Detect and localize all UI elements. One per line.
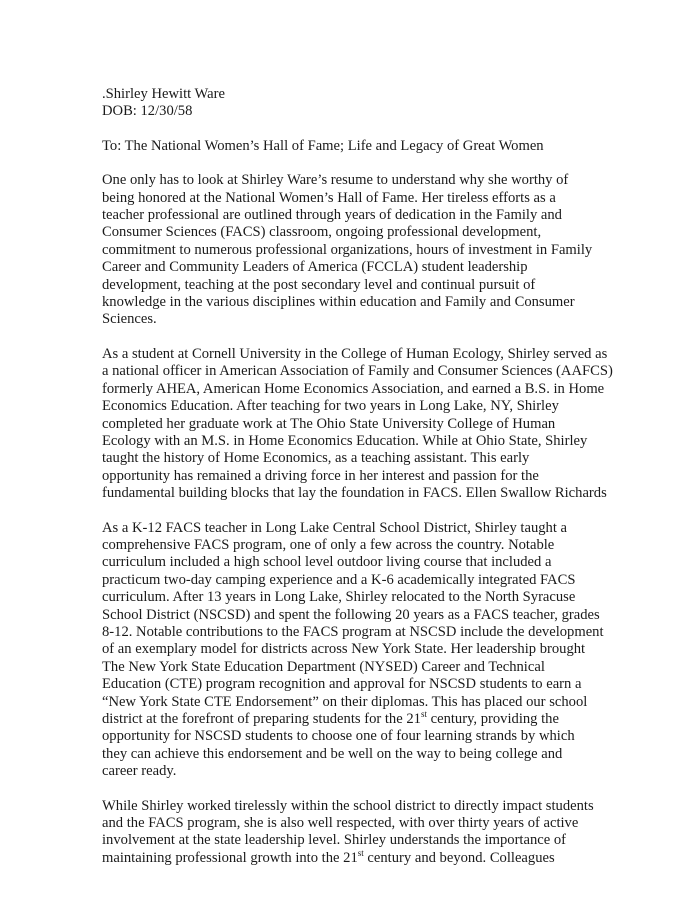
- text-segment: district at the forefront of preparing students for the 21: [102, 711, 421, 727]
- text-line: Education (CTE) program recognition and approval for NSCSD students to earn a: [102, 676, 582, 693]
- text-line: “New York State CTE Endorsement” on their diplomas. This has placed our school: [102, 693, 588, 710]
- text-line: As a K-12 FACS teacher in Long Lake Central School District, Shirley taught a: [102, 519, 568, 536]
- paragraph-education: [102, 345, 613, 503]
- text-line: The New York State Education Department (NYSED) Career and Technical: [102, 658, 545, 675]
- ordinal-suffix: st: [420, 709, 427, 720]
- text-line: career ready.: [102, 763, 177, 780]
- nominee-dob: DOB: 12/30/58: [102, 103, 193, 120]
- text-line: formerly AHEA, American Home Economics Association, and earned a B.S. in Home: [102, 380, 605, 397]
- paragraph-leadership: [102, 798, 602, 868]
- text-line: 8-12. Notable contributions to the FACS program at NSCSD include the development: [102, 623, 604, 640]
- text-line: of an exemplary model for districts across New York State. Her leadership brought: [102, 641, 586, 658]
- letter-header: [102, 86, 602, 121]
- text-line: opportunity for NSCSD students to choose one of four learning strands by which: [102, 728, 575, 745]
- text-line: teacher professional are outlined through years of dedication in the Family and: [102, 207, 562, 224]
- text-line: School District (NSCSD) and spent the following 20 years as a FACS teacher, grades: [102, 606, 600, 623]
- text-line: practicum two-day camping experience and a K-6 academically integrated FACS: [102, 571, 576, 588]
- text-line-superscript: [102, 711, 602, 728]
- nominee-name: .Shirley Hewitt Ware: [102, 86, 225, 102]
- text-line-superscript: [102, 847, 602, 867]
- text-line: being honored at the National Women’s Hall of Fame. Her tireless efforts as a: [102, 189, 556, 206]
- recipient-line: [102, 138, 602, 155]
- text-line: comprehensive FACS program, one of only a few across the country. Notable: [102, 536, 555, 553]
- letter-content: [102, 86, 613, 884]
- text-line: they can achieve this endorsement and be well on the way to being college and: [102, 745, 563, 762]
- text-segment: century and beyond. Colleagues: [363, 849, 555, 866]
- paragraph-teaching: [102, 520, 602, 781]
- text-line: taught the history of Home Economics, as a teaching assistant. This early: [102, 450, 530, 467]
- text-line: Ecology with an M.S. in Home Economics Education. While at Ohio State, Shirley: [102, 432, 588, 449]
- ordinal-suffix: st: [357, 847, 364, 858]
- text-line: Career and Community Leaders of America (FCCLA) student leadership: [102, 259, 528, 276]
- text-line: As a student at Cornell University in the College of Human Ecology, Shirley served as: [102, 345, 608, 362]
- text-line: One only has to look at Shirley Ware’s resume to understand why she worthy of: [102, 172, 569, 189]
- text-line: While Shirley worked tirelessly within the school district to directly impact students: [102, 797, 594, 814]
- text-line: knowledge in the various disciplines within education and Family and Consumer: [102, 294, 575, 311]
- text-line: involvement at the state leadership level. Shirley understands the importance of: [102, 832, 567, 849]
- recipient-text: To: The National Women’s Hall of Fame; Life and Legacy of Great Women: [102, 137, 544, 154]
- text-line: commitment to numerous professional organizations, hours of investment in Family: [102, 241, 593, 258]
- text-segment: century, providing the: [426, 711, 559, 727]
- text-line: Sciences.: [102, 311, 157, 328]
- text-segment: maintaining professional growth into the 21: [102, 849, 358, 866]
- text-line: Economics Education. After teaching for two years in Long Lake, NY, Shirley: [102, 398, 559, 415]
- text-line: fundamental building blocks that lay the foundation in FACS. Ellen Swallow Richards: [102, 485, 607, 502]
- paragraph-intro: [102, 172, 602, 329]
- text-line: curriculum included a high school level outdoor living course that included a: [102, 554, 552, 571]
- text-line: Consumer Sciences (FACS) classroom, ongoing professional development,: [102, 224, 542, 241]
- text-line: development, teaching at the post secondary level and continual pursuit of: [102, 276, 536, 293]
- text-line: and the FACS program, she is also well respected, with over thirty years of active: [102, 815, 579, 832]
- text-line: a national officer in American Association of Family and Consumer Sciences (AAFCS): [102, 363, 613, 380]
- text-line: completed her graduate work at The Ohio State University College of Human: [102, 415, 556, 432]
- text-line: curriculum. After 13 years in Long Lake, Shirley relocated to the North Syracuse: [102, 589, 576, 606]
- text-line: opportunity has remained a driving force in her interest and passion for the: [102, 467, 539, 484]
